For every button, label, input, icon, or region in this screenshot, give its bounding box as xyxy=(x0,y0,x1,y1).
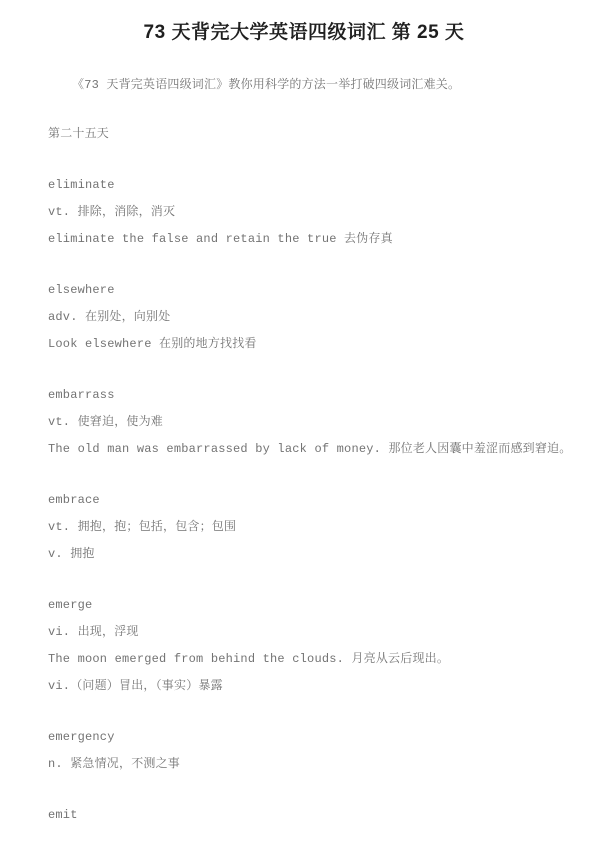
entry-word: embrace xyxy=(48,493,100,507)
vocab-entry xyxy=(48,487,560,568)
intro-paragraph: 《73 天背完英语四级词汇》教你用科学的方法一举打破四级词汇难关。 xyxy=(72,78,461,92)
entry-word: embarrass xyxy=(48,388,115,402)
entry-word: emit xyxy=(48,808,78,822)
entry-definition: n. 紧急情况，不测之事 xyxy=(48,757,181,771)
day-heading: 第二十五天 xyxy=(48,127,110,141)
entry-example: The moon emerged from behind the clouds. 月亮从云后现出。 xyxy=(48,652,450,666)
document-title: 73 天背完大学英语四级词汇 第 25 天 xyxy=(143,22,465,43)
entry-definition: vt. 拥抱，抱；包括，包含；包围 xyxy=(48,520,237,534)
entry-definition: vt. 使窘迫，使为难 xyxy=(48,415,164,429)
vocab-entry xyxy=(48,382,572,463)
vocab-entry xyxy=(48,724,560,778)
vocab-entry xyxy=(48,802,560,829)
entry-example: Look elsewhere 在别的地方找找看 xyxy=(48,337,257,351)
vocab-entry xyxy=(48,592,560,700)
entry-definition: v. 拥抱 xyxy=(48,547,95,561)
entry-example: eliminate the false and retain the true 去伪存真 xyxy=(48,232,393,246)
entry-definition: adv. 在别处，向别处 xyxy=(48,310,171,324)
entry-example: The old man was embarrassed by lack of money. 那位老人因囊中羞涩而感到窘迫。 xyxy=(48,442,572,456)
entry-word: eliminate xyxy=(48,178,115,192)
entry-definition: vi. 出现，浮现 xyxy=(48,625,139,639)
entry-definition: vi.（问题）冒出，（事实）暴露 xyxy=(48,679,223,693)
entry-word: emerge xyxy=(48,598,93,612)
entry-word: emergency xyxy=(48,730,115,744)
vocab-entry xyxy=(48,277,560,358)
entry-definition: vt. 排除，消除，消灭 xyxy=(48,205,176,219)
entry-word: elsewhere xyxy=(48,283,115,297)
vocab-entry xyxy=(48,172,560,253)
